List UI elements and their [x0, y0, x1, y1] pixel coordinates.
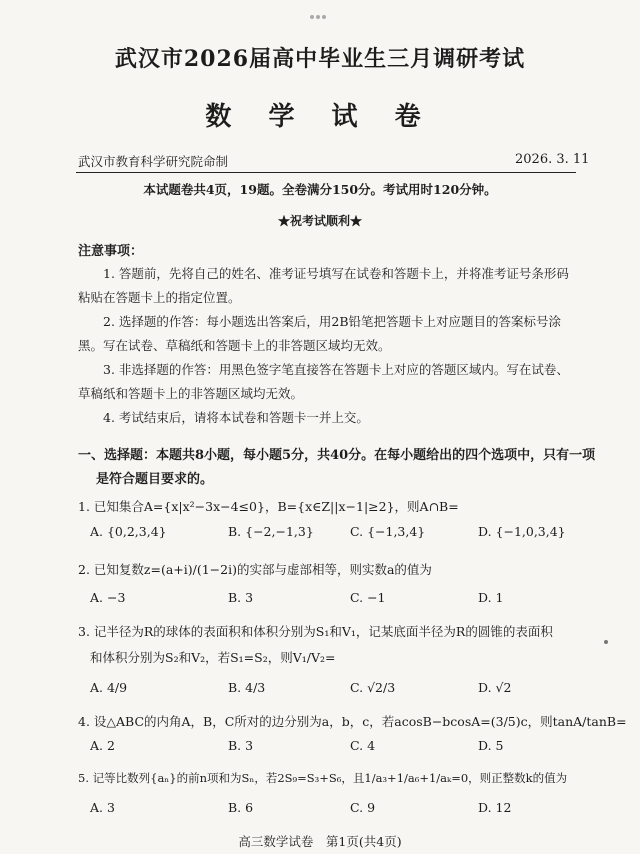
question-2-option-c: C. −1 [350, 590, 386, 605]
question-4-option-d: D. 5 [478, 738, 504, 753]
question-2-option-a: A. −3 [90, 590, 126, 605]
note-line: 2. 选择题的作答：每小题选出答案后，用2B铅笔把答题卡上对应题目的答案标号涂 [103, 314, 562, 329]
issuing-org: 武汉市教育科学研究院命制 [78, 154, 229, 169]
question-5-option-d: D. 12 [478, 800, 512, 815]
question-4-option-b: B. 3 [228, 738, 254, 753]
question-1-option-a: A. {0,2,3,4} [90, 524, 167, 539]
question-1-option-c: C. {−1,3,4} [350, 524, 426, 539]
question-3-option-a: A. 4/9 [90, 680, 128, 695]
question-4-stem: 4. 设△ABC的内角A，B，C所对的边分别为a，b，c，若acosB−bcosA=(3/5)c，则tanA/tanB= [78, 714, 627, 729]
note-line: 草稿纸和答题卡上的非答题区域均无效。 [78, 386, 304, 401]
question-5-stem: 5. 记等比数列{aₙ}的前n项和为Sₙ，若2S₉=S₃+S₆，且1/a₃+1/a₆+1/aₖ=0，则正整数k的值为 [78, 771, 568, 785]
question-2-stem: 2. 已知复数z=(a+i)/(1−2i)的实部与虚部相等，则实数a的值为 [78, 562, 432, 577]
question-3-option-d: D. √2 [478, 680, 512, 695]
note-line: 粘贴在答题卡上的指定位置。 [78, 290, 241, 305]
question-2-option-b: B. 3 [228, 590, 254, 605]
note-line: 黑。写在试卷、草稿纸和答题卡上的非答题区域均无效。 [78, 338, 391, 353]
exam-date: 2026. 3. 11 [515, 152, 590, 167]
header-divider [76, 172, 576, 173]
exam-info: 本试题卷共4页，19题。全卷满分150分。考试用时120分钟。 [143, 182, 497, 197]
question-3-option-c: C. √2/3 [350, 680, 396, 695]
question-5-option-c: C. 9 [350, 800, 376, 815]
question-4-option-c: C. 4 [350, 738, 376, 753]
page-speck [604, 640, 608, 644]
note-line: 4. 考试结束后，请将本试卷和答题卡一并上交。 [103, 410, 369, 425]
question-3-stem: 3. 记半径为R的球体的表面积和体积分别为S₁和V₁，记某底面半径为R的圆锥的表面积 [78, 624, 553, 639]
question-5-option-a: A. 3 [90, 800, 115, 815]
exam-title: 武汉市2026届高中毕业生三月调研考试 [114, 46, 526, 72]
question-3-option-b: B. 4/3 [228, 680, 266, 695]
camera-notch-dots [310, 4, 330, 10]
question-5-option-b: B. 6 [228, 800, 254, 815]
exam-subtitle: 数 学 试 卷 [205, 102, 435, 132]
question-2-option-d: D. 1 [478, 590, 504, 605]
section-heading: 一、选择题：本题共8小题，每小题5分，共40分。在每小题给出的四个选项中，只有一项 [78, 448, 596, 463]
question-1-option-b: B. {−2,−1,3} [228, 524, 314, 539]
notes-title: 注意事项： [78, 244, 144, 259]
question-4-option-a: A. 2 [90, 738, 115, 753]
question-3-stem-cont: 和体积分别为S₂和V₂，若S₁=S₂，则V₁/V₂= [90, 650, 336, 665]
page-footer: 高三数学试卷 第1页(共4页) [238, 834, 402, 849]
question-1-option-d: D. {−1,0,3,4} [478, 524, 566, 539]
question-1-stem: 1. 已知集合A={x|x²−3x−4≤0}，B={x∈Z||x−1|≥2}，则A∩B= [78, 499, 459, 514]
good-luck-line: ★祝考试顺利★ [277, 214, 362, 228]
note-line: 1. 答题前，先将自己的姓名、准考证号填写在试卷和答题卡上，并将准考证号条形码 [103, 266, 569, 281]
note-line: 3. 非选择题的作答：用黑色签字笔直接答在答题卡上对应的答题区域内。写在试卷、 [103, 362, 569, 377]
section-heading-cont: 是符合题目要求的。 [96, 472, 214, 487]
